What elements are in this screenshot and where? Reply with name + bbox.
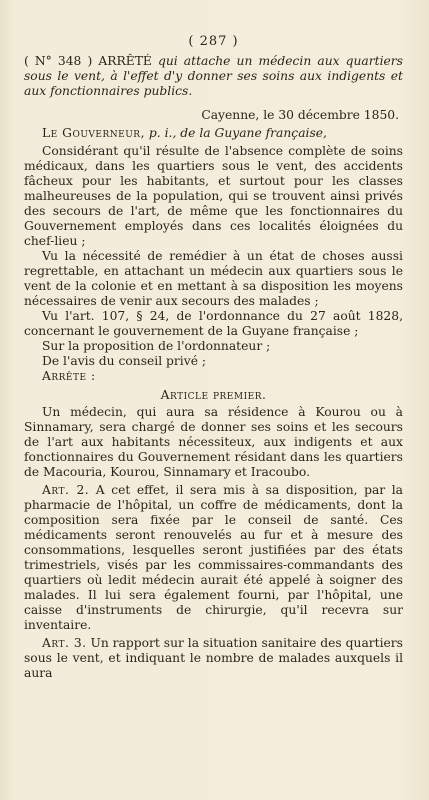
decree-number: ( N° 348 ) ARRÊTÉ — [24, 54, 152, 68]
considerant-paragraph: Vu l'art. 107, § 24, de l'ordonnance du 27 août 1828, concernant le gouvernement de la Guyane française ; — [24, 309, 403, 338]
article-heading: Article premier. — [160, 388, 267, 402]
article-1-text: Un médecin, qui aura sa résidence à Kourou ou à Sinnamary, sera chargé de donner ses soins et les secours de l'art aux habitants nécessiteux, aux indigents et aux fonctionnaires du Gouvernement résidant dans les quartiers de Macouria, Kourou, Sinnamary et Iracoubo. — [24, 405, 403, 479]
decree-title — [24, 54, 403, 99]
article-2 — [24, 483, 403, 633]
page-number: ( 287 ) — [188, 34, 239, 49]
considerant-paragraph: De l'avis du conseil privé ; — [42, 354, 207, 368]
arrete-label: Arrête : — [42, 369, 96, 383]
considerant-paragraph: Sur la proposition de l'ordonnateur ; — [42, 339, 271, 353]
decree-title-text: qui attache un médecin aux quartiers sous le vent, à l'effet d'y donner ses soins aux indigents et aux fonctionnaires publics. — [24, 54, 403, 98]
article-3-text: Un rapport sur la situation sanitaire des quartiers sous le vent, et indiquant le nombre de malades auxquels il aura — [24, 636, 403, 680]
article-2-text: A cet effet, il sera mis à sa disposition, par la pharmacie de l'hôpital, un coffre de médicaments, dont la composition sera fixée par le conseil de santé. Ces médicaments seront renouvelés au fur et à mesure des consommations, lesquelles seront justifiées par des états trimestriels, visés par les commissaires-commandants des quartiers où ledit médecin aurait été appelé à soigner des malades. Il lui sera également fourni, par l'hôpital, une caisse d'instruments de chirurgie, qu'il recevra sur inventaire. — [24, 483, 403, 632]
considerant-paragraph: Considérant qu'il résulte de l'absence complète de soins médicaux, dans les quartiers sous le vent, des accidents fâcheux pour les habitants, et surtout pour les classes malheureuses de la population, qui se trouvent ainsi privés des secours de l'art, de même que les fonctionnaires du Gouvernement employés dans ces localités éloignées du chef-lieu ; — [24, 144, 403, 248]
article-3-label: Art. 3. — [42, 636, 87, 650]
governor-rest: p. i., de la Guyane française, — [148, 126, 327, 140]
governor-label: Le Gouverneur, — [42, 126, 145, 140]
dateline: Cayenne, le 30 décembre 1850. — [201, 108, 399, 122]
article-2-label: Art. 2. — [42, 483, 90, 497]
governor-line — [24, 126, 403, 141]
article-3 — [24, 636, 403, 681]
considerant-paragraph: Vu la nécessité de remédier à un état de choses aussi regrettable, en attachant un médecin aux quartiers sous le vent de la colonie et en mettant à sa disposition les moyens nécessaires de venir aux secours des malades ; — [24, 249, 403, 308]
